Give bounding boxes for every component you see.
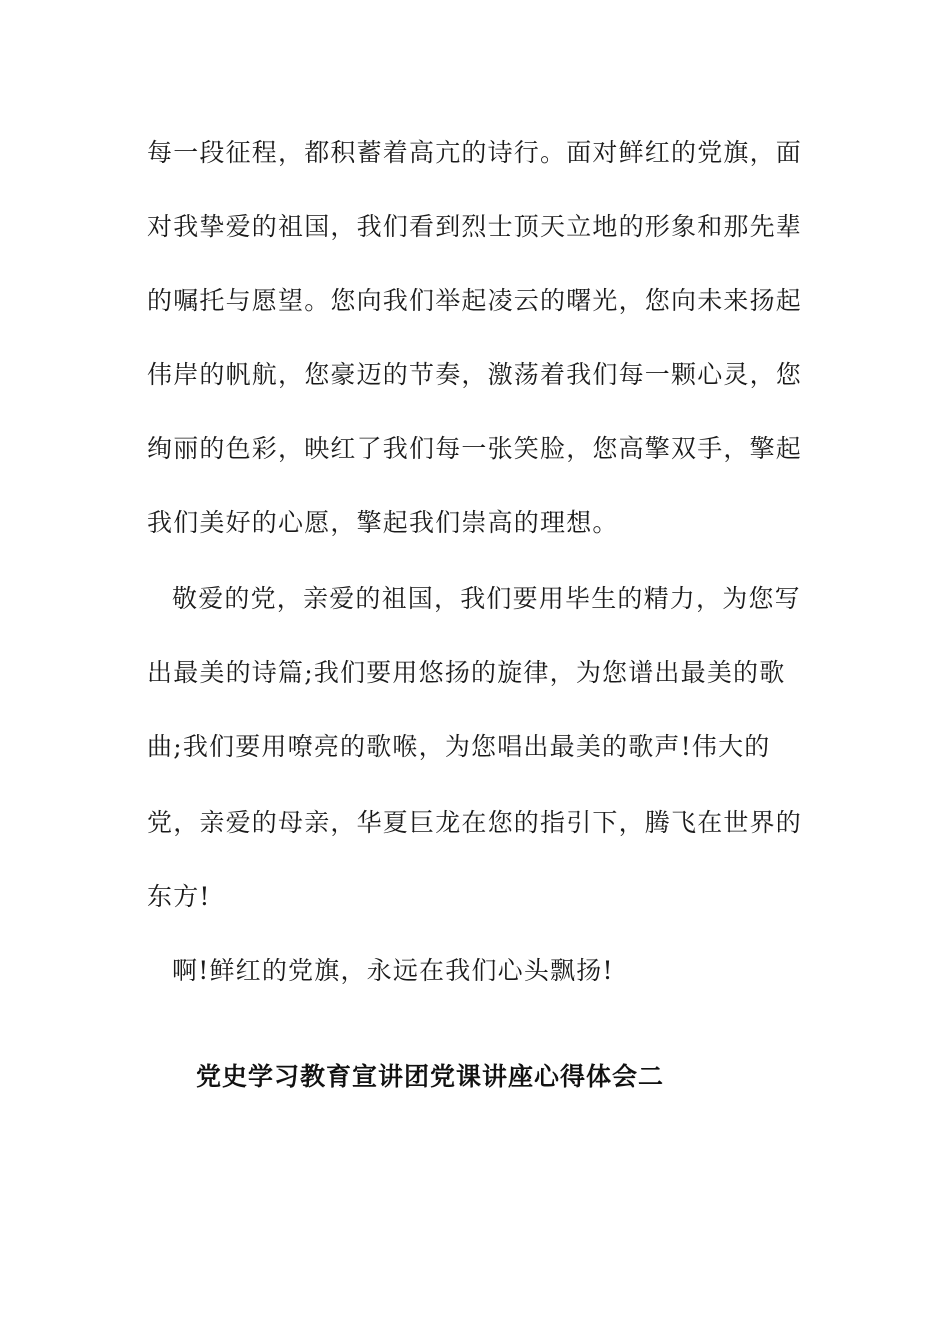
paragraph-1-line-4: 伟岸的帆航，您豪迈的节奏，激荡着我们每一颗心灵，您 (147, 360, 803, 389)
paragraph-2-line-5: 东方! (147, 882, 211, 911)
paragraph-2-line-3: 曲;我们要用嘹亮的歌喉，为您唱出最美的歌声!伟大的 (147, 732, 771, 761)
paragraph-1-line-3: 的嘱托与愿望。您向我们举起凌云的曙光，您向未来扬起 (147, 286, 803, 315)
paragraph-2-line-1: 敬爱的党，亲爱的祖国，我们要用毕生的精力，为您写 (172, 584, 801, 613)
paragraph-2-line-2: 出最美的诗篇;我们要用悠扬的旋律，为您谱出最美的歌 (147, 658, 786, 687)
paragraph-1-line-6: 我们美好的心愿，擎起我们崇高的理想。 (147, 508, 619, 537)
paragraph-1-line-5: 绚丽的色彩，映红了我们每一张笑脸，您高擎双手，擎起 (147, 434, 803, 463)
paragraph-2-line-4: 党，亲爱的母亲，华夏巨龙在您的指引下，腾飞在世界的 (147, 808, 803, 837)
paragraph-3-line-1: 啊!鲜红的党旗，永远在我们心头飘扬! (172, 956, 614, 985)
paragraph-1-line-2: 对我挚爱的祖国，我们看到烈士顶天立地的形象和那先辈 (147, 212, 803, 241)
paragraph-1-line-1: 每一段征程，都积蓄着高亢的诗行。面对鲜红的党旗，面 (147, 138, 803, 167)
section-heading: 党史学习教育宣讲团党课讲座心得体会二 (196, 1062, 665, 1091)
